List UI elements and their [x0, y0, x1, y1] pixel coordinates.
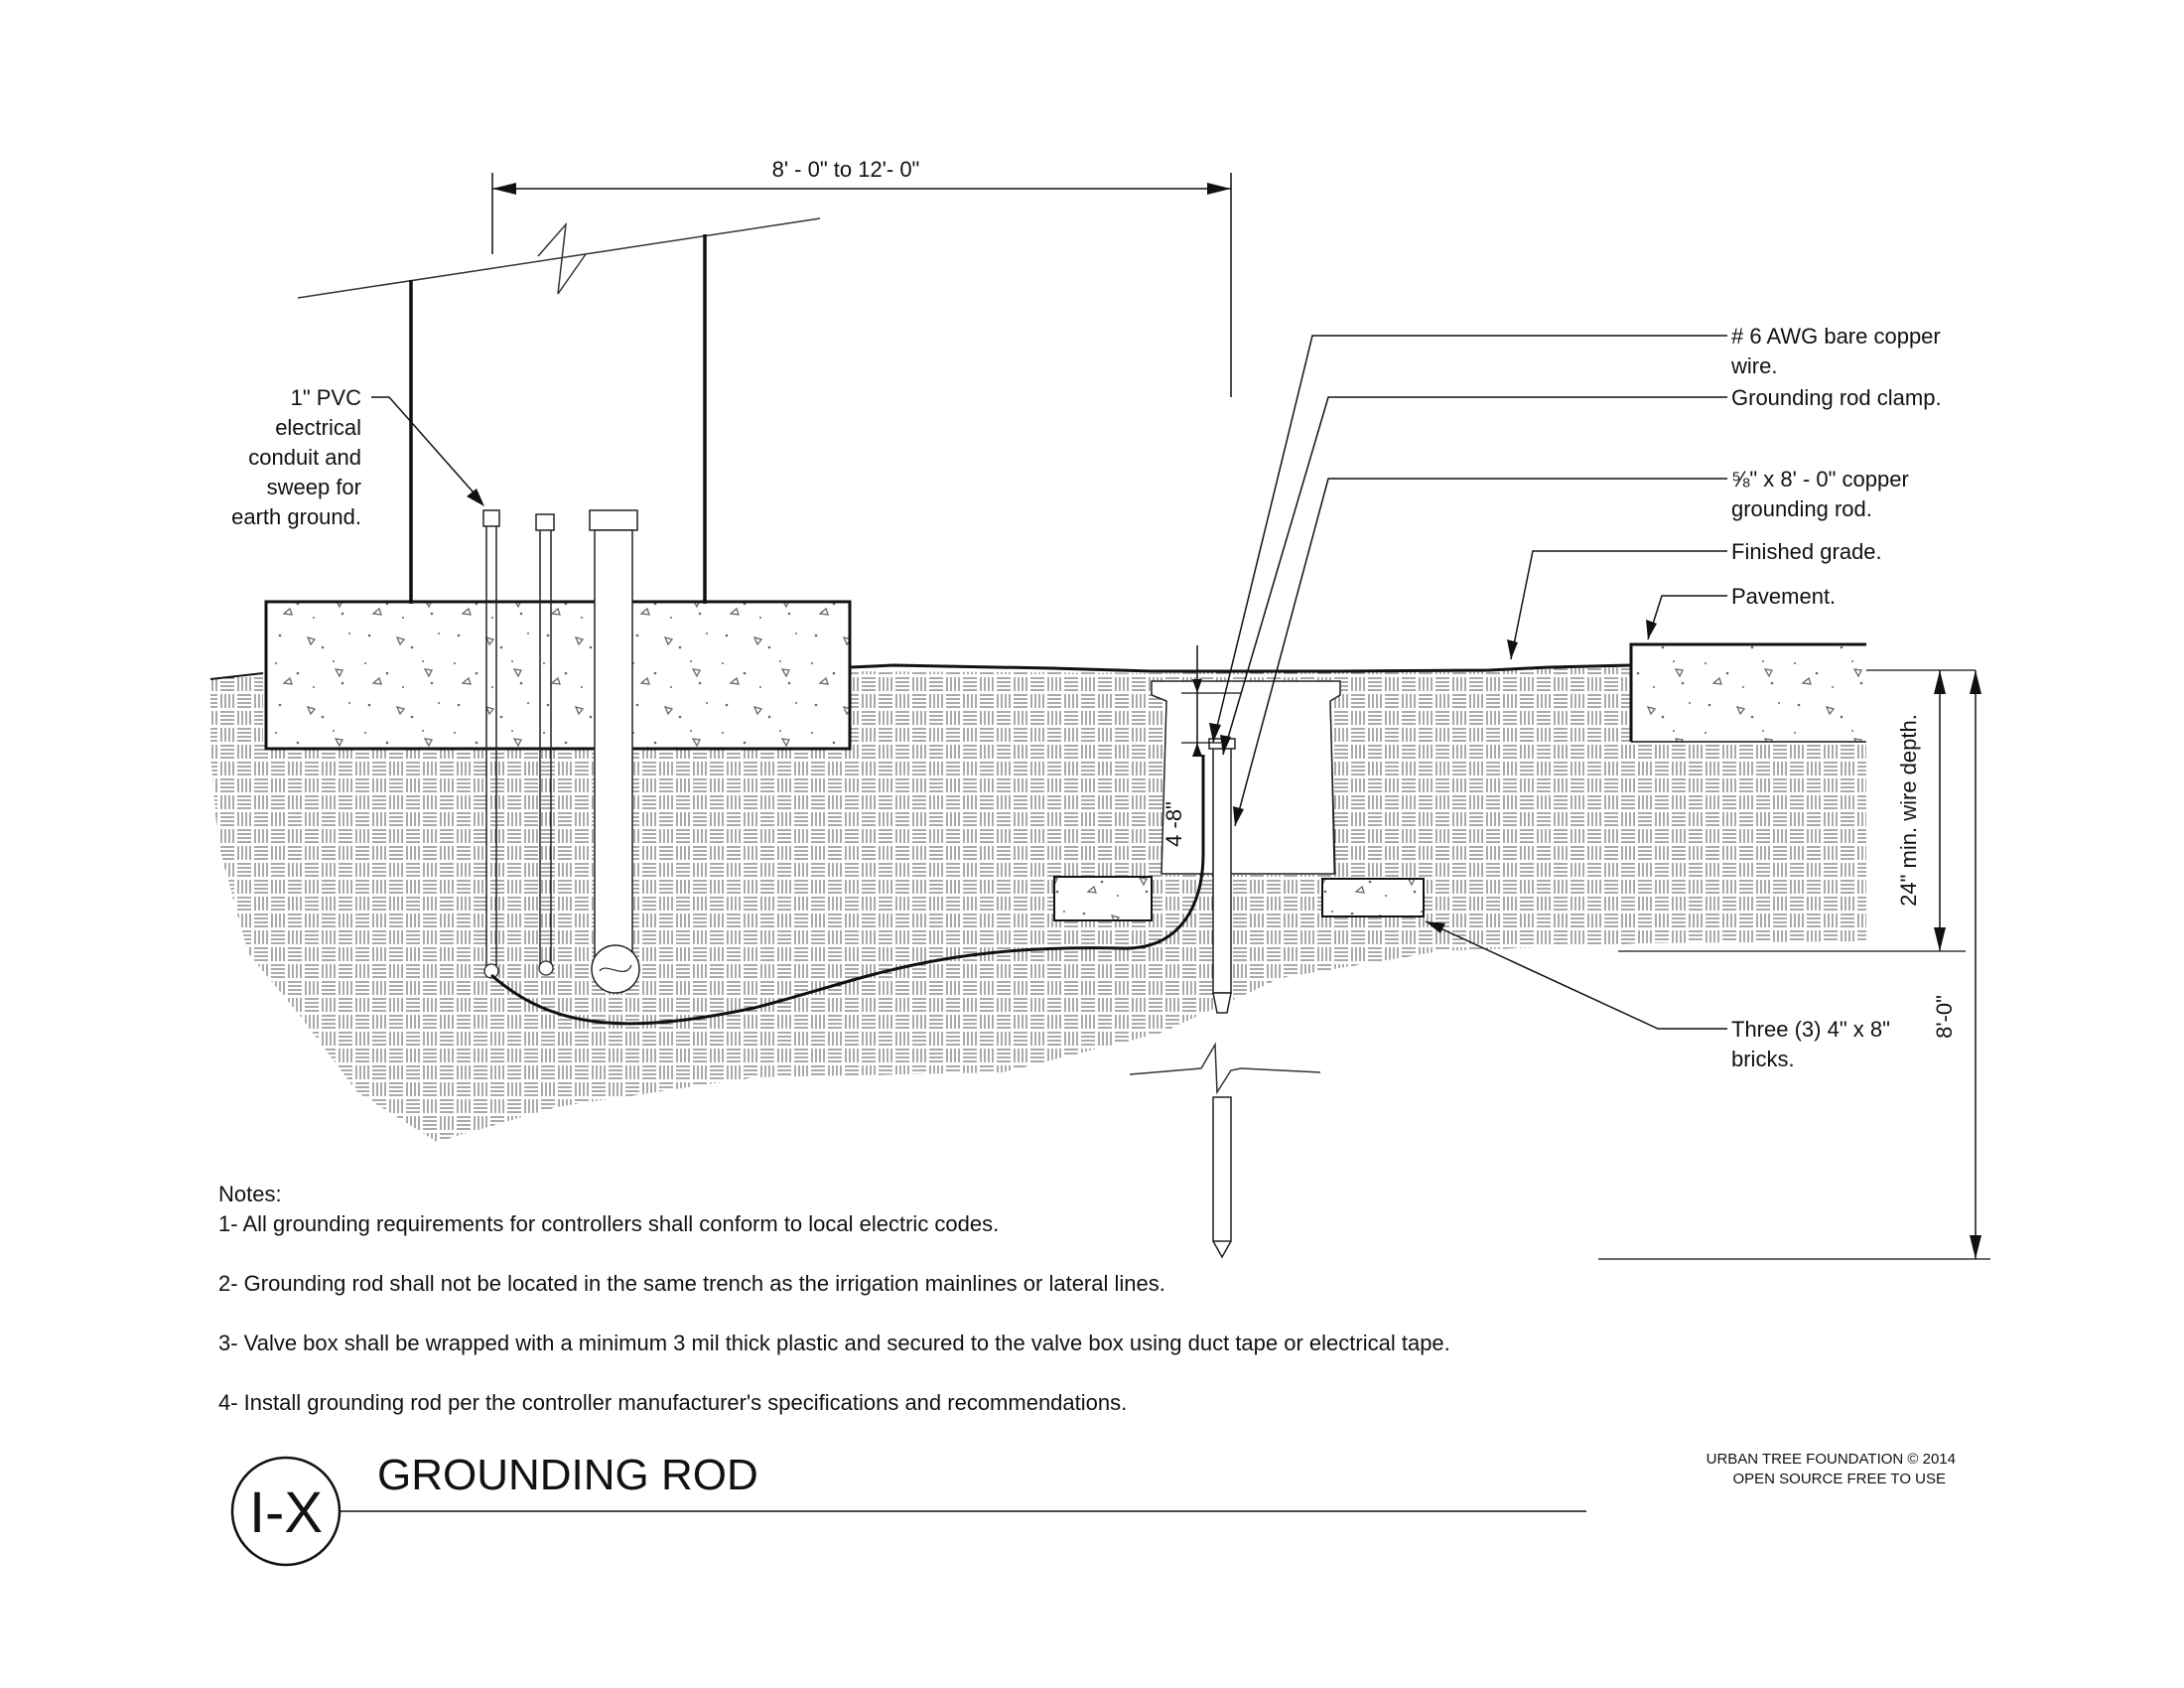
note-item-3: 3- Valve box shall be wrapped with a minimum 3 mil thick plastic and secured to the valve box using duct tape or electrical tape.	[218, 1331, 1450, 1355]
note-item-4: 4- Install grounding rod per the controller manufacturer's specifications and recommendations.	[218, 1390, 1128, 1415]
wire-depth-text: 24" min. wire depth.	[1896, 714, 1921, 907]
bricks-callout-line2: bricks.	[1731, 1047, 1795, 1071]
detail-badge: I-X	[248, 1480, 324, 1545]
note-item-1: 1- All grounding requirements for controllers shall conform to local electric codes.	[218, 1211, 1000, 1236]
pavement-slab	[1631, 644, 1866, 742]
clamp-callout: Grounding rod clamp.	[1731, 385, 1942, 410]
wire-callout-line2: wire.	[1731, 353, 1778, 378]
note-item-2: 2- Grounding rod shall not be located in the same trench as the irrigation mainlines or lateral lines.	[218, 1271, 1165, 1296]
span-dimension	[492, 173, 1231, 397]
box-depth-text: 4 -8"	[1161, 801, 1186, 847]
conduit-callout-line2: electrical	[275, 415, 361, 440]
span-dimension-text: 8' - 0" to 12'- 0"	[771, 157, 920, 182]
conduit-callout-line5: earth ground.	[231, 504, 361, 529]
conduit-callout-line1: 1" PVC	[290, 385, 361, 410]
credit-line-1: URBAN TREE FOUNDATION © 2014	[1706, 1451, 1956, 1468]
brick-left	[1054, 877, 1152, 920]
conduit-callout-line4: sweep for	[266, 475, 361, 499]
bricks-callout-line1: Three (3) 4" x 8"	[1731, 1017, 1890, 1042]
drawing-title: GROUNDING ROD	[377, 1451, 758, 1499]
pavement-callout: Pavement.	[1731, 584, 1837, 609]
concrete-pad	[266, 602, 850, 749]
wire-callout-line1: # 6 AWG bare copper	[1731, 324, 1941, 349]
rod-callout-line1: ⅝" x 8' - 0" copper	[1731, 467, 1909, 492]
grade-callout: Finished grade.	[1731, 539, 1882, 564]
finished-grade-line	[850, 665, 1631, 671]
notes-heading: Notes:	[218, 1182, 282, 1206]
credit-line-2: OPEN SOURCE FREE TO USE	[1732, 1471, 1946, 1487]
brick-right	[1322, 879, 1424, 916]
conduit-callout-line3: conduit and	[248, 445, 361, 470]
rod-callout-line2: grounding rod.	[1731, 496, 1872, 521]
rod-depth-text: 8'-0"	[1932, 995, 1957, 1039]
